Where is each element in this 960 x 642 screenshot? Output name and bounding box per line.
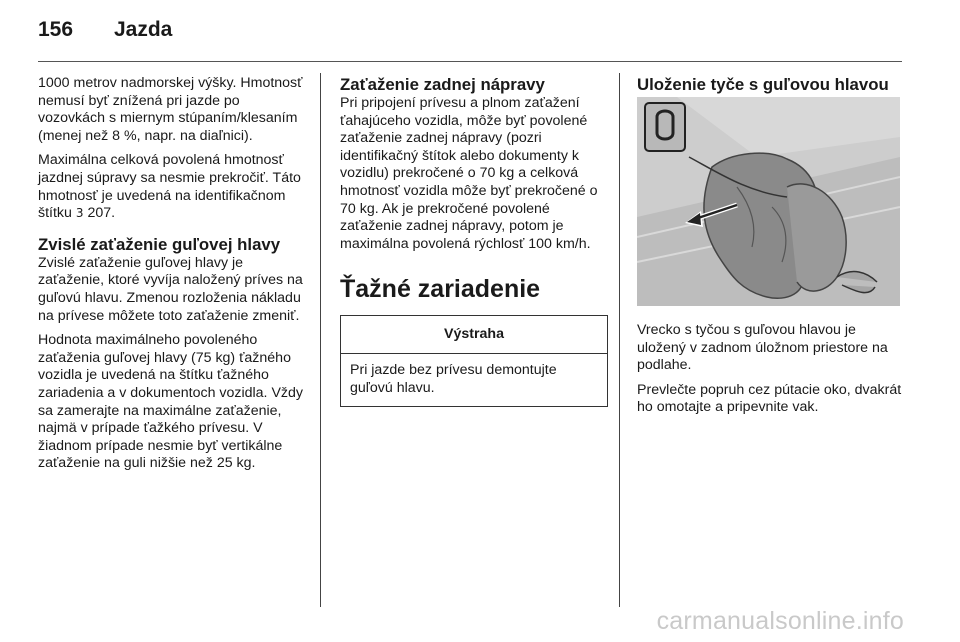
warning-title: Výstraha [341,316,607,354]
column-3 [637,75,907,424]
paragraph-max-vertical-load: Hodnota maximálneho povoleného zaťaženia guľovej hlavy (75 kg) ťažného vozidla je uvedená na štítku ťažného zariadenia a v dokumentoch vozidla. Vždy sa zamerajte na maximálne zaťaženie, najmä v prípade ťažkého prívesu. V žiadnom prípade nesmie byť vertikálne zaťaženie na guli nižšie než 25 kg. [38,332,303,472]
watermark: carmanualsonline.info [656,607,904,635]
paragraph-rear-axle-load: Pri pripojení prívesu a plnom zaťažení ťahajúceho vozidla, môže byť povolené zaťaženie zadnej nápravy (pozri identifikačný štítok alebo dokumenty k vozidlu) prekročené o 70 kg a celková hmotnosť vozidla môže byť prekročené o 70 kg. Ak je prekročené povolené zaťaženie zadnej nápravy, potom je maximálna povolená rýchlosť 100 km/h. [340,95,598,252]
paragraph-bag-location: Vrecko s tyčou s guľovou hlavou je uložený v zadnom úložnom priestore na podlahe. [637,322,888,374]
page-reference-arrow-icon: 3 [75,206,84,221]
column-divider-2 [619,73,620,607]
column-2 [340,75,608,407]
page-header [38,18,172,48]
paragraph-vertical-load: Zvislé zaťaženie guľovej hlavy je zaťaženie, ktoré vyvíja naložený príves na guľovú hlavu. Zmenou rozloženia nákladu na prívese môžete toto zaťaženie zmeniť. [38,254,303,324]
paragraph-altitude: 1000 metrov nadmorskej výšky. Hmotnosť nemusí byť znížená pri jazde po vozovkách s miernym stúpaním/klesaním (menej než 8 %, napr. na diaľnici). [38,75,303,144]
heading-towing-equipment: Ťažné zariadenie [340,275,541,304]
column-divider-1 [320,73,321,607]
warning-text: Pri jazde bez prívesu demontujte guľovú hlavu. [350,361,557,396]
heading-vertical-load: Zvislé zaťaženie guľovej hlavy [38,234,281,254]
section-title: Jazda [114,18,173,41]
towbar-bag-illustration-icon [637,97,900,306]
paragraph-bag-fastening: Prevlečte popruh cez pútacie oko, dvakrát ho omotajte a pripevnite vak. [637,381,902,416]
column-1 [38,75,310,480]
warning-box [340,315,608,407]
page-reference[interactable]: 207. [83,205,116,222]
header-rule [38,61,902,62]
page-number: 156 [38,18,74,41]
paragraph-max-weight: Maximálna celková povolená hmotnosť jazdnej súpravy sa nesmie prekročiť. Táto hmotnosť je uvedená na identifikačnom štítku 3 207. [38,152,301,222]
heading-storage: Uloženie tyče s guľovou hlavou [637,75,889,94]
heading-rear-axle-load: Zaťaženie zadnej nápravy [340,75,545,94]
